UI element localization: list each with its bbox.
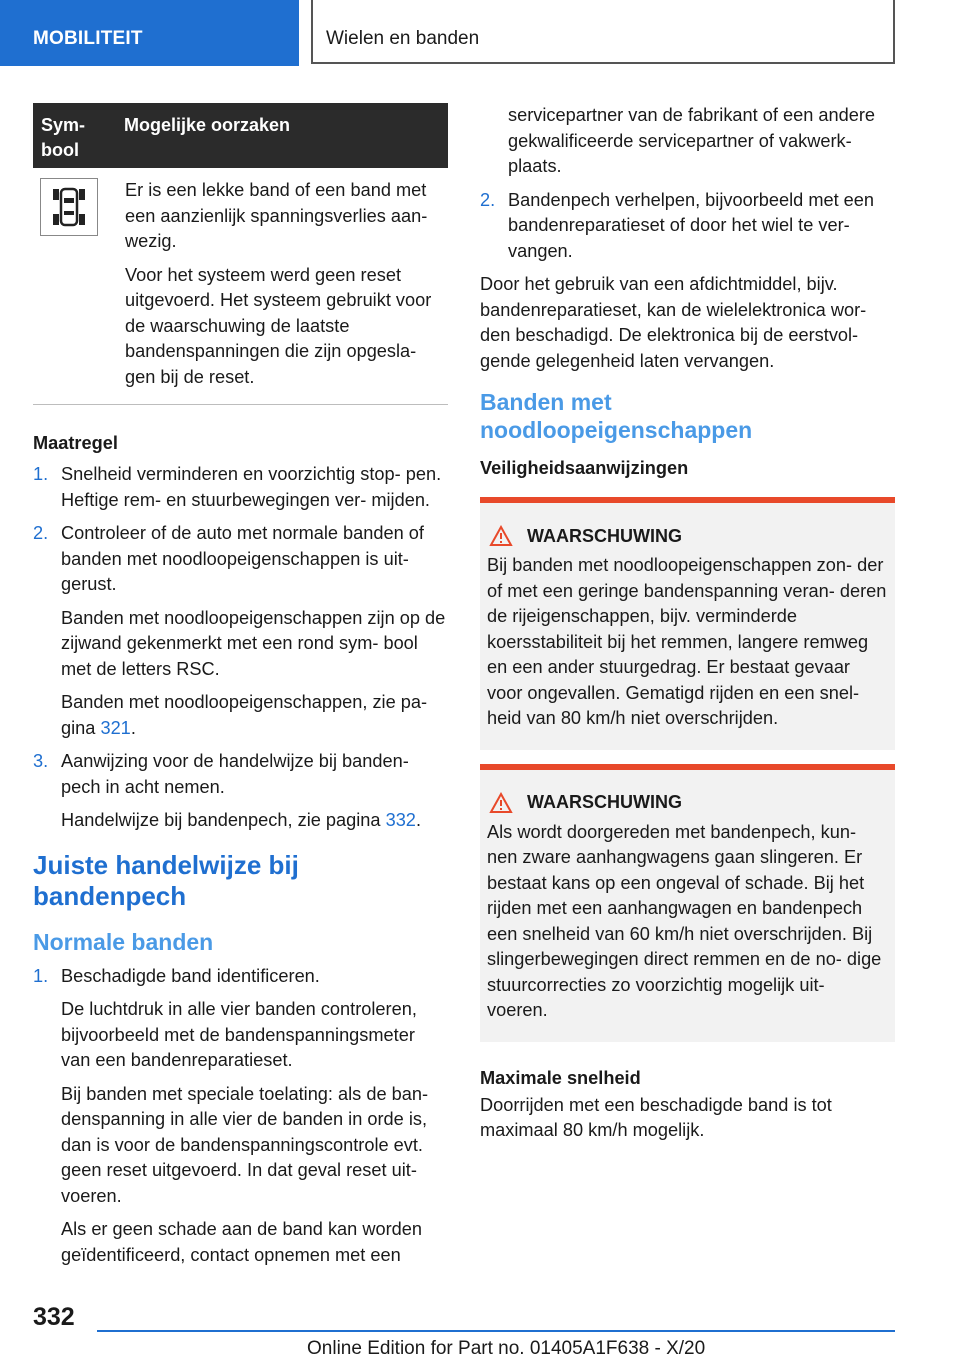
list-subtext: De luchtdruk in alle vier banden controleren, bijvoorbeeld met de bandenspanningsmeter van een bandenreparatieset. bbox=[61, 999, 417, 1070]
list-text: Beschadigde band identificeren. bbox=[61, 965, 320, 986]
ref-text: Handelwijze bij bandenpech, zie pagina bbox=[61, 810, 386, 830]
section-label: MOBILITEIT bbox=[33, 28, 143, 49]
list-text: Controleer of de auto met normale banden of banden met noodloopeigenschappen is uit‐ gerust. bbox=[61, 523, 424, 594]
warning-text: Als wordt doorgereden met bandenpech, kun‐ nen zware aanhangwagens gaan slingeren. Er bestaat kans op een ongeval of schade. Bij het rijden met een aanhangwagen en bandenpech een snelheid van 60 km/h niet overschrijden. Bij slingerbewegingen direct remmen en de no‐ dige stuurcorrecties zo voorzichtig mogelijk uit‐ voeren. bbox=[487, 821, 882, 1020]
section-tab bbox=[0, 0, 299, 66]
list-item bbox=[33, 749, 448, 834]
sealant-paragraph: Door het gebruik van een afdichtmiddel, bijv. bandenreparatieset, kan de wielelektronica wor‐ den beschadigd. De elektronica bij de eerstvol‐ gende gelegenheid laten vervangen. bbox=[480, 274, 867, 371]
cause-text-2: Voor het systeem werd geen reset uitgevoerd. Het systeem gebruikt voor de waarschuwing de laatste bandenspanningen die zijn opgesla‐ gen bij de reset. bbox=[125, 264, 432, 387]
max-speed-text: Doorrijden met een beschadigde band is tot maximaal 80 km/h mogelijk. bbox=[480, 1094, 832, 1140]
table-header bbox=[33, 103, 448, 168]
list-item-continued bbox=[480, 103, 895, 180]
list-number: 2. bbox=[33, 523, 49, 543]
page-link-321[interactable]: 321 bbox=[100, 717, 131, 738]
list-text: Bandenpech verhelpen, bijvoorbeeld met een bandenreparatieset of door het wiel te ver‐ vangen. bbox=[508, 189, 875, 261]
list-text: servicepartner van de fabrikant of een andere gekwalificeerde servicepartner of vakwerk‐ plaats. bbox=[508, 105, 876, 176]
warning-triangle-icon bbox=[489, 792, 513, 814]
section-heading-rsc: Banden met noodloopeigenschappen bbox=[480, 389, 753, 443]
warning-triangle-icon bbox=[489, 525, 513, 547]
list-subtext: Banden met noodloopeigenschappen zijn op de zijwand gekenmerkt met een rond sym‐ bool met de letters RSC. bbox=[61, 607, 446, 679]
list-number: 1. bbox=[33, 464, 49, 484]
list-subtext-ref bbox=[61, 690, 448, 741]
chapter-header bbox=[311, 0, 895, 64]
warning-label: WAARSCHUWING bbox=[527, 525, 682, 546]
juiste-list-continued bbox=[480, 103, 895, 264]
list-item bbox=[33, 462, 448, 513]
causes-cell bbox=[125, 178, 448, 398]
list-number: 1. bbox=[33, 965, 49, 986]
table-row bbox=[33, 168, 448, 405]
warning-box bbox=[480, 497, 895, 750]
ref-text-end: . bbox=[130, 717, 136, 738]
col-header-causes: Mogelijke oorzaken bbox=[124, 115, 291, 135]
list-text: Aanwijzing voor de handelwijze bij banden‐ pech in acht nemen. bbox=[61, 751, 409, 797]
tire-pressure-car-icon bbox=[40, 178, 98, 236]
symbol-cell bbox=[33, 178, 125, 398]
veiligheid-heading: Veiligheidsaanwijzingen bbox=[480, 458, 689, 478]
subheading-normale-banden: Normale banden bbox=[33, 928, 214, 955]
juiste-list bbox=[33, 964, 448, 1269]
warning-title bbox=[487, 525, 887, 547]
page-number: 332 bbox=[33, 1303, 75, 1331]
list-number: 3. bbox=[33, 751, 49, 771]
list-item bbox=[480, 188, 895, 265]
warning-text: Bij banden met noodloopeigenschappen zon‐ der of met een geringe bandenspanning veran‐ deren de rijeigenschappen, bijv. verminderde koersstabiliteit bij het remmen, langere remweg en een ander stuurgedrag. Er bestaat gevaar voor ongevallen. Gematigd rijden en een snel‐ heid van 80 km/h niet overschrijden. bbox=[487, 555, 887, 728]
section-heading-juiste: Juiste handelwijze bij bandenpech bbox=[33, 849, 299, 911]
ref-text: Banden met noodloopeigenschappen, zie pa‐ gina bbox=[61, 692, 428, 738]
list-text: Snelheid verminderen en voorzichtig stop‐ pen. Heftige rem- en stuurbewegingen ver‐ mijden. bbox=[61, 464, 442, 510]
left-column bbox=[33, 103, 448, 1276]
list-subtext-ref bbox=[61, 808, 448, 834]
warning-label: WAARSCHUWING bbox=[527, 792, 682, 812]
edition-text: Online Edition for Part no. 01405A1F638 - X/20 bbox=[307, 1338, 706, 1359]
footer-divider bbox=[97, 1330, 895, 1332]
maatregel-list bbox=[33, 462, 448, 834]
warning-box bbox=[480, 764, 895, 1042]
page-link-332[interactable]: 332 bbox=[385, 810, 416, 830]
list-item bbox=[33, 964, 448, 1269]
list-subtext: Bij banden met speciale toelating: als de ban‐ denspanning in alle vier de banden in orde is, dan is voor de bandenspanningscontrole evt. geen reset uitgevoerd. In dat geval reset uit‐ voeren. bbox=[61, 1083, 429, 1206]
list-subtext: Als er geen schade aan de band kan worden geïdentificeerd, contact opnemen met een bbox=[61, 1219, 422, 1265]
col-header-symbol: Sym‐ bool bbox=[41, 115, 86, 160]
symbol-table bbox=[33, 103, 448, 405]
maatregel-heading: Maatregel bbox=[33, 433, 118, 453]
list-number: 2. bbox=[480, 189, 496, 210]
right-column bbox=[480, 103, 895, 1152]
chapter-title: Wielen en banden bbox=[326, 28, 480, 49]
ref-text-end: . bbox=[415, 810, 421, 830]
max-speed-heading: Maximale snelheid bbox=[480, 1067, 641, 1088]
cause-text-1: Er is een lekke band of een band met een aanzienlijk spanningsverlies aan‐ wezig. bbox=[125, 180, 428, 251]
warning-title bbox=[487, 792, 887, 814]
list-item bbox=[33, 521, 448, 741]
